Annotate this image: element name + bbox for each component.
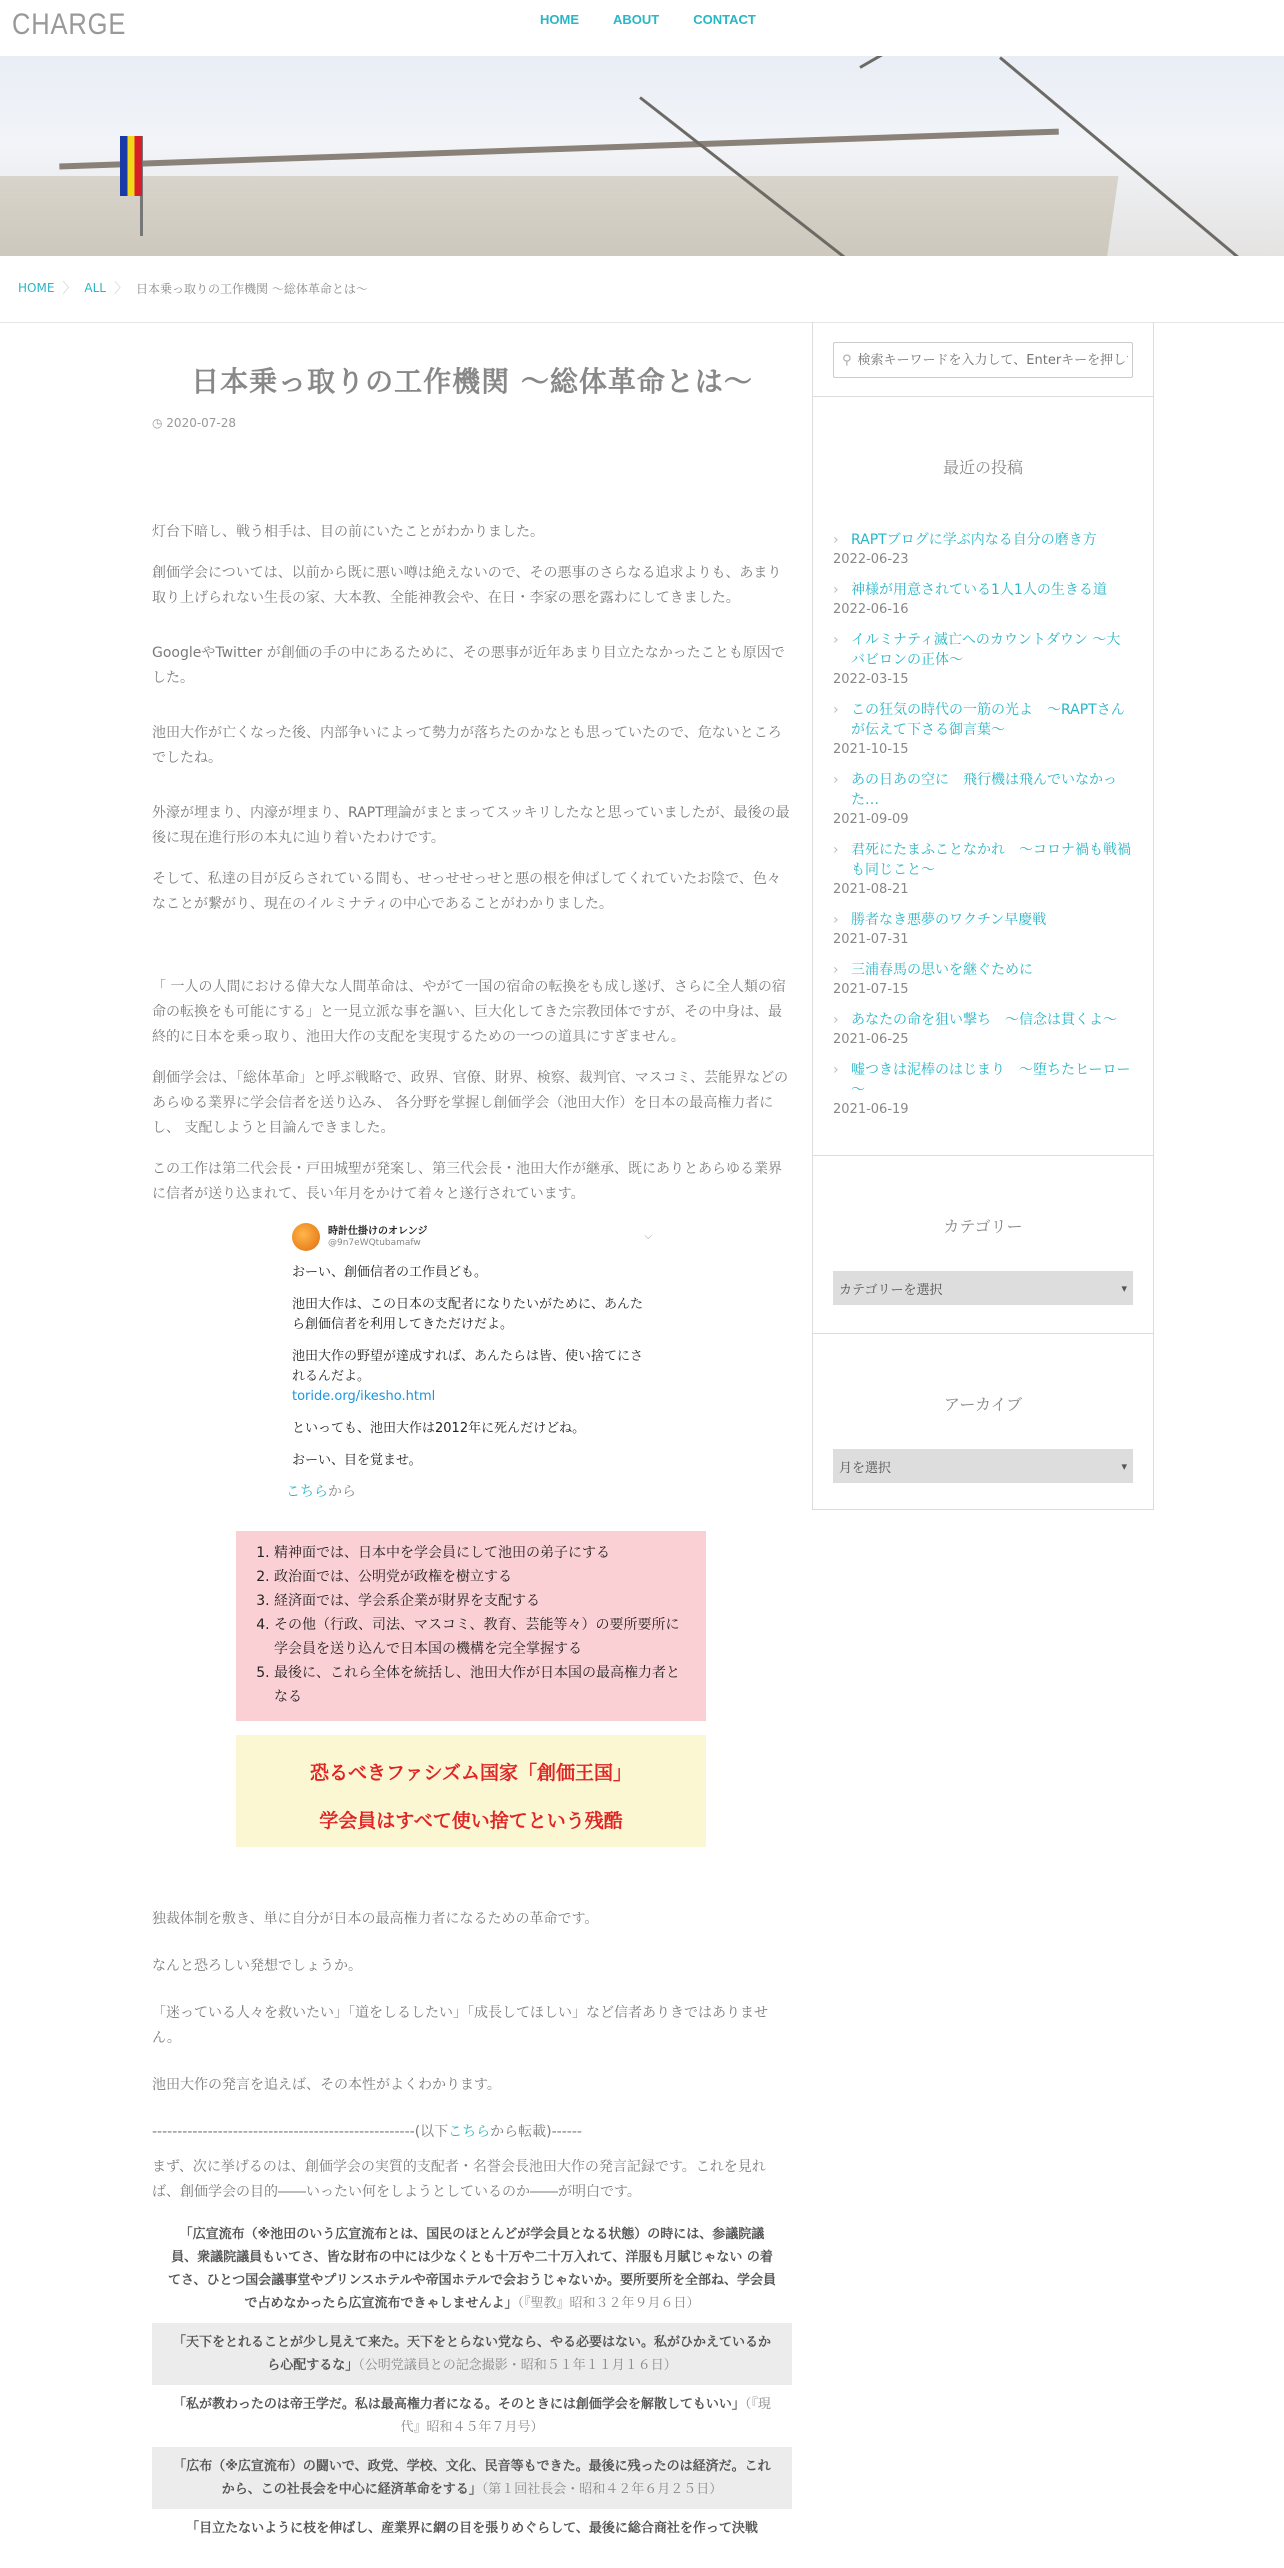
recent-post-date: 2021-08-21 xyxy=(833,882,909,897)
breadcrumb-home[interactable]: HOME xyxy=(18,281,55,295)
recent-post-date: 2021-06-19 xyxy=(833,1102,909,1117)
quote-block xyxy=(152,2385,792,2447)
list-item xyxy=(833,530,1133,570)
page-title: 日本乗っ取りの工作機関 ～総体革命とは～ xyxy=(191,365,753,398)
list-item xyxy=(833,840,1133,900)
paragraph: この工作は第二代会長・戸田城聖が発案し、第三代会長・池田大作が継承、既にありとあらゆる業界に信者が送り込まれて、長い年月をかけて着々と遂行されています。 xyxy=(152,1161,782,1202)
search-box[interactable] xyxy=(833,342,1133,378)
list-item xyxy=(833,960,1133,1000)
tweet-source xyxy=(286,1481,792,1501)
post-date-text: 2020-07-28 xyxy=(166,416,237,430)
tweet-author: 時計仕掛けのオレンジ xyxy=(328,1225,428,1237)
quote-block xyxy=(152,2509,792,2548)
recent-post-link[interactable]: › 三浦春馬の思いを継ぐために xyxy=(833,960,1133,980)
quote-block xyxy=(152,2323,792,2385)
quote-cite: （『聖教』昭和３２年９月６日） xyxy=(517,2296,700,2311)
recent-post-date: 2021-09-09 xyxy=(833,812,909,827)
site-logo[interactable]: CHARGE xyxy=(12,8,127,41)
paragraph: 池田大作の発言を追えば、その本性がよくわかります。 xyxy=(152,2077,501,2093)
recent-post-link[interactable]: › イルミナティ滅亡へのカウントダウン ～大バビロンの正体～ xyxy=(833,630,1133,670)
recent-posts-title: 最近の投稿 xyxy=(942,458,1023,477)
search-icon: ⚲ xyxy=(842,352,852,368)
avatar xyxy=(292,1223,320,1251)
plan-item: 1. 精神面では、日本中を学会員にして池田の弟子にする xyxy=(274,1541,690,1565)
category-select[interactable] xyxy=(833,1271,1133,1305)
embedded-tweet[interactable] xyxy=(292,1223,652,1471)
quote-text: 「目立たないように枝を伸ばし、産業界に網の目を張りめぐらして、最後に総合商社を作って決戦 xyxy=(186,2521,758,2536)
article xyxy=(152,360,792,2548)
breadcrumb-separator-icon: 〉 xyxy=(114,281,128,297)
main-nav xyxy=(540,12,756,27)
tweet-line: といっても、池田大作は2012年に死んだけどね。 xyxy=(292,1421,586,1436)
paragraph: なんと恐ろしい発想でしょうか。 xyxy=(152,1958,362,1974)
archive-select[interactable] xyxy=(833,1449,1133,1483)
transfer-note xyxy=(152,2120,792,2145)
plan-box xyxy=(236,1531,706,1721)
tweet-line-text: 池田大作の野望が達成すれば、あんたらは皆、使い捨てにされるんだよ。 xyxy=(292,1349,644,1384)
recent-post-date: 2022-03-15 xyxy=(833,672,909,687)
quote-block xyxy=(152,2215,792,2323)
transfer-prefix: ----------------------------------------------------(以下 xyxy=(152,2124,449,2140)
paragraph: そして、私達の目が反らされている間も、せっせせっせと悪の根を伸ばしてくれていたお陰で、色々なことが繋がり、現在のイルミナティの中心であることがわかりました。 xyxy=(152,871,781,912)
recent-post-link[interactable]: › あの日あの空に 飛行機は飛んでいなかった… xyxy=(833,770,1133,810)
search-widget xyxy=(813,322,1153,397)
list-item xyxy=(833,700,1133,760)
tweet-line xyxy=(292,1347,652,1407)
recent-post-date: 2021-10-15 xyxy=(833,742,909,757)
recent-posts-widget xyxy=(813,397,1153,1156)
hero-flag xyxy=(120,136,142,196)
quote-cite: （公明党議員との記念撮影・昭和５１年１１月１６日） xyxy=(358,2358,677,2373)
tweet-handle: @9n7eWQtubamafw xyxy=(328,1237,421,1248)
plan-list xyxy=(252,1541,690,1709)
archive-widget xyxy=(813,1334,1153,1510)
recent-posts-list xyxy=(833,530,1133,1120)
chevron-down-icon: ▾ xyxy=(1121,1281,1127,1295)
recent-post-date: 2022-06-16 xyxy=(833,602,909,617)
chevron-down-icon: ▾ xyxy=(1121,1459,1127,1473)
plan-item: 5. 最後に、これら全体を統括し、池田大作が日本国の最高権力者となる xyxy=(274,1661,690,1709)
chevron-down-icon[interactable]: ⌵ xyxy=(644,1231,652,1242)
recent-post-link[interactable]: › あなたの命を狙い撃ち ～信念は貫くよ～ xyxy=(833,1010,1133,1030)
nav-about[interactable]: ABOUT xyxy=(613,12,660,27)
quote-cite: （『現代』昭和４５年７月号） xyxy=(400,2397,771,2435)
recent-post-link[interactable]: › この狂気の時代の一筋の光よ ～RAPTさんが伝えて下さる御言葉～ xyxy=(833,700,1133,740)
breadcrumb xyxy=(18,278,368,298)
recent-post-link[interactable]: › 神様が用意されている1人1人の生きる道 xyxy=(833,580,1133,600)
quote-text: 「広布（※広宣流布）の闘いで、政党、学校、文化、民音等もできた。最後に残ったのは経済だ。これから、この社長会を中心に経済革命をする」 xyxy=(173,2459,771,2497)
list-item xyxy=(833,770,1133,830)
paragraph: 「迷っている人々を救いたい」「道をしるしたい」「成長してほしい」など信者ありきではありません。 xyxy=(152,2005,768,2046)
tweet-line: 池田大作は、この日本の支配者になりたいがために、あんたら創価信者を利用してきただけだよ。 xyxy=(292,1297,644,1332)
archive-title: アーカイブ xyxy=(943,1395,1023,1414)
recent-post-date: 2022-06-23 xyxy=(833,552,909,567)
source-link[interactable]: こちら xyxy=(286,1484,328,1500)
recent-post-date: 2021-07-15 xyxy=(833,982,909,997)
paragraph: 灯台下暗し、戦う相手は、目の前にいたことがわかりました。 xyxy=(152,524,544,540)
hero-image xyxy=(0,56,1284,256)
breadcrumb-all[interactable]: ALL xyxy=(84,281,106,295)
source-suffix: から xyxy=(328,1484,356,1500)
archive-select-value: 月を選択 xyxy=(839,1460,892,1476)
paragraph: 外濠が埋まり、内濠が埋まり、RAPT理論がまとまってスッキリしたなと思っていましたが、最後の最後に現在進行形の本丸に辿り着いたわけです。 xyxy=(152,805,790,846)
search-input[interactable] xyxy=(858,353,1128,368)
tweet-line: おーい、創価信者の工作員ども。 xyxy=(292,1265,488,1280)
recent-post-date: 2021-07-31 xyxy=(833,932,909,947)
transfer-suffix: から転載)------ xyxy=(490,2124,582,2140)
recent-post-link[interactable]: › 君死にたまふことなかれ ～コロナ禍も戦禍も同じこと～ xyxy=(833,840,1133,880)
tweet-header xyxy=(292,1223,652,1251)
paragraph: 池田大作が亡くなった後、内部争いによって勢力が落ちたのかなとも思っていたので、危ないところでしたね。 xyxy=(152,725,782,766)
warning-box xyxy=(236,1735,706,1847)
list-item xyxy=(833,1060,1133,1120)
nav-home[interactable]: HOME xyxy=(540,12,579,27)
quote-text: 「天下をとれることが少し見えて来た。天下をとらない党なら、やる必要はない。私がひかえているから心配するな」 xyxy=(172,2335,771,2373)
plan-item: 4. その他（行政、司法、マスコミ、教育、芸能等々）の要所要所に学会員を送り込んで日本国の機構を完全掌握する xyxy=(274,1613,690,1661)
recent-post-link[interactable]: › RAPTブログに学ぶ内なる自分の磨き方 xyxy=(833,530,1133,550)
nav-contact[interactable]: CONTACT xyxy=(693,12,756,27)
transfer-link[interactable]: こちら xyxy=(448,2124,491,2140)
hero-roof xyxy=(0,176,1118,256)
category-widget xyxy=(813,1156,1153,1334)
warning-line: 恐るべきファシズム国家「創価王国」 xyxy=(309,1762,633,1784)
clock-icon: ◷ xyxy=(152,416,167,430)
list-item xyxy=(833,580,1133,620)
tweet-line: おーい、目を覚ませ。 xyxy=(292,1453,422,1468)
quote-text: 「広宣流布（※池田のいう広宣流布とは、国民のほとんどが学会員となる状態）の時には、参議院議員、衆議院議員もいてさ、皆な財布の中には少なくとも十万や二十万入れて、洋服も月賦じゃない の着てさ、ひとつ国会議事堂やプリンスホテルや帝国ホテルで会おうじゃないか。要所要所を全部ね、学会員で占めなかったら広宣流布できゃしませんよ」 xyxy=(168,2227,777,2311)
breadcrumb-separator-icon: 〉 xyxy=(62,281,77,297)
recent-post-date: 2021-06-25 xyxy=(833,1032,909,1047)
warning-line: 学会員はすべて使い捨てという残酷 xyxy=(319,1810,623,1832)
category-title: カテゴリー xyxy=(943,1217,1023,1236)
list-item xyxy=(833,910,1133,950)
recent-post-link[interactable]: › 嘘つきは泥棒のはじまり ～堕ちたヒーロー～ xyxy=(833,1060,1133,1100)
list-item xyxy=(833,630,1133,690)
paragraph: 創価学会は、「総体革命」と呼ぶ戦略で、政界、官僚、財界、検察、裁判官、マスコミ、芸能界などのあらゆる業界に学会信者を送り込み、 各分野を掌握し創価学会（池田大作）を日本の最高権力者にし、 支配しようと目論んできました。 xyxy=(152,1070,789,1136)
plan-item: 3. 経済面では、学会系企業が財界を支配する xyxy=(274,1589,690,1613)
quote-cite: （第１回社長会・昭和４２年６月２５日） xyxy=(481,2482,723,2497)
paragraph: GoogleやTwitter が創価の手の中にあるために、その悪事が近年あまり目立たなかったことも原因でした。 xyxy=(152,645,785,686)
sidebar xyxy=(812,322,1154,1510)
post-date xyxy=(152,416,792,430)
category-select-value: カテゴリーを選択 xyxy=(839,1282,943,1298)
paragraph: 創価学会については、以前から既に悪い噂は絶えないので、その悪事のさらなる追求よりも、あまり取り上げられない生長の家、大本教、全能神教会や、在日・李家の悪を露わにしてきました。 xyxy=(152,565,782,606)
article-body xyxy=(152,520,792,1207)
list-item xyxy=(833,1010,1133,1050)
top-bar xyxy=(0,0,1284,56)
quote-text: 「私が教わったのは帝王学だ。私は最高権力者になる。そのときには創価学会を解散してもいい」 xyxy=(173,2397,745,2412)
tweet-link[interactable]: toride.org/ikesho.html xyxy=(292,1389,436,1404)
paragraph: 「 一人の人間における偉大な人間革命は、やがて一国の宿命の転換をも成し遂げ、さらに全人類の宿命の転換をも可能にする」と一見立派な事を謳い、巨大化してきた宗教団体ですが、その中身は、最終的に日本を乗っ取り、池田大作の支配を実現するための一つの道具にすぎません。 xyxy=(152,979,786,1045)
article-body-2 xyxy=(152,1907,792,2548)
breadcrumb-current: 日本乗っ取りの工作機関 ～総体革命とは～ xyxy=(136,281,368,296)
plan-item: 2. 政治面では、公明党が政権を樹立する xyxy=(274,1565,690,1589)
hero-wire xyxy=(859,56,1120,69)
paragraph: 独裁体制を敷き、単に自分が日本の最高権力者になるための革命です。 xyxy=(152,1911,599,1927)
paragraph: まず、次に挙げるのは、創価学会の実質的支配者・名誉会長池田大作の発言記録です。これを見れば、創価学会の目的――いったい何をしようとしているのか――が明白です。 xyxy=(152,2159,766,2200)
recent-post-link[interactable]: › 勝者なき悪夢のワクチン早慶戦 xyxy=(833,910,1133,930)
quote-block xyxy=(152,2447,792,2509)
